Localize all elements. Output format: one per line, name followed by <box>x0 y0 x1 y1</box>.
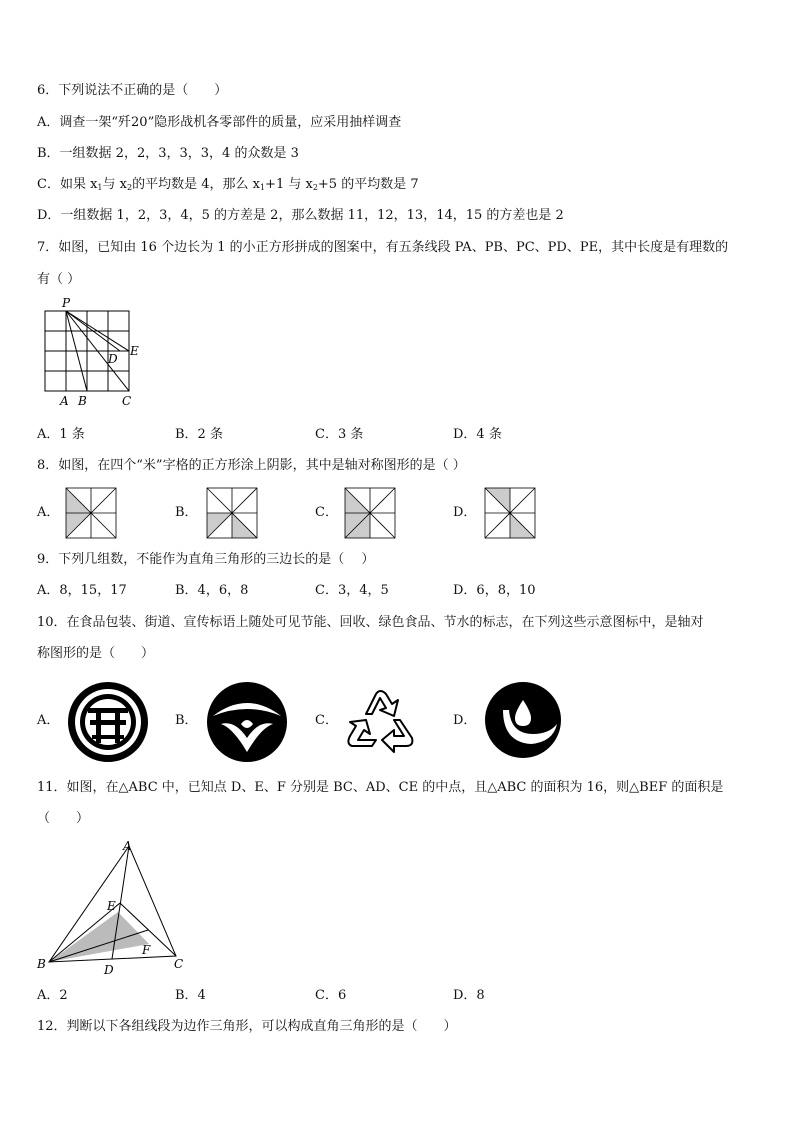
q7-label-c: C <box>122 394 132 408</box>
q10-option-d-label: D． <box>453 713 477 728</box>
q7-option-c: C．3 条 <box>315 427 364 442</box>
q11-label-e: E <box>107 899 116 913</box>
q11-label-a: A <box>123 839 132 853</box>
q10-option-a-energy-logo <box>66 680 150 764</box>
q10-option-b-label: B． <box>175 713 198 728</box>
q6-c-mid3: +1 与 x <box>265 177 313 192</box>
q8-option-d-label: D． <box>453 505 477 520</box>
q9-option-a: A．8，15，17 <box>37 583 127 598</box>
q11-stem-line1: 11．如图，在△ABC 中，已知点 D、E、F 分别是 BC、AD、CE 的中点，且△ABC 的面积为 16，则△BEF 的面积是 <box>37 780 724 795</box>
q10-option-c-label: C． <box>315 713 338 728</box>
q8-option-b-figure <box>207 488 257 538</box>
q9-option-b: B．4，6，8 <box>175 583 249 598</box>
q12-stem: 12．判断以下各组线段为边作三角形，可以构成直角三角形的是（ ） <box>37 1019 457 1034</box>
q8-option-a-figure <box>66 488 116 538</box>
q9-option-c: C．3，4，5 <box>315 583 389 598</box>
q7-label-a: A <box>60 394 69 408</box>
q7-grid-figure <box>40 293 140 411</box>
q8-option-c-label: C． <box>315 505 338 520</box>
q10-option-a-label: A． <box>37 713 60 728</box>
q11-label-c: C <box>174 957 184 971</box>
q8-option-b-label: B． <box>175 505 198 520</box>
q11-stem-line2: （ ） <box>37 811 90 826</box>
q10-option-b-green-food-logo <box>205 680 289 764</box>
q6-c-mid2: 的平均数是 4，那么 x <box>132 177 260 192</box>
q6-c-post: +5 的平均数是 7 <box>317 177 419 192</box>
q10-stem-line2: 称图形的是（ ） <box>37 646 155 661</box>
q10-option-c-recycle-logo <box>342 680 418 756</box>
q9-stem: 9．下列几组数，不能作为直角三角形的三边长的是（ ） <box>37 552 375 567</box>
q7-label-p: P <box>62 296 71 310</box>
q11-option-d: D．8 <box>453 988 485 1003</box>
q6-stem: 6．下列说法不正确的是（ ） <box>37 83 228 98</box>
q7-label-d: D <box>108 352 118 366</box>
q8-option-c-figure <box>345 488 395 538</box>
q6-option-c <box>37 177 419 196</box>
q6-c-mid1: 与 x <box>102 177 127 192</box>
q8-stem: 8．如图，在四个“米”字格的正方形涂上阴影，其中是轴对称图形的是（ ） <box>37 458 466 473</box>
q6-c-pre: C．如果 x <box>37 177 98 192</box>
q7-option-b: B．2 条 <box>175 427 223 442</box>
q7-option-a: A．1 条 <box>37 427 85 442</box>
q11-label-b: B <box>37 957 46 971</box>
q7-stem-line1: 7．如图，已知由 16 个边长为 1 的小正方形拼成的图案中，有五条线段 PA、PB、PC、PD、PE，其中长度是有理数的 <box>37 240 729 255</box>
q7-label-e: E <box>130 344 139 358</box>
q11-option-c: C．6 <box>315 988 347 1003</box>
q10-option-d-water-saving-logo <box>483 680 563 760</box>
q7-option-d: D．4 条 <box>453 427 502 442</box>
q6-option-a: A．调查一架“歼20”隐形战机各零部件的质量，应采用抽样调查 <box>37 115 402 130</box>
q11-option-b: B．4 <box>175 988 206 1003</box>
q11-label-d: D <box>104 963 114 977</box>
q10-stem-line1: 10．在食品包装、街道、宣传标语上随处可见节能、回收、绿色食品、节水的标志，在下列这些示意图标中，是轴对 <box>37 615 704 630</box>
q6-c-sub1a: 1 <box>97 183 103 192</box>
q11-triangle-figure <box>34 836 194 978</box>
q6-c-sub1b: 1 <box>259 183 266 192</box>
q7-label-b: B <box>78 394 87 408</box>
q7-stem-line2: 有（ ） <box>37 272 81 287</box>
q11-option-a: A．2 <box>37 988 68 1003</box>
q8-option-a-label: A． <box>37 505 60 520</box>
q6-option-b: B．一组数据 2，2，3，3，3，4 的众数是 3 <box>37 146 299 161</box>
q11-label-f: F <box>142 943 151 957</box>
q6-c-sub2a: 2 <box>126 183 133 192</box>
q8-option-d-figure <box>485 488 535 538</box>
q6-option-d: D．一组数据 1，2，3，4，5 的方差是 2，那么数据 11，12，13，14，15 的方差也是 2 <box>37 208 564 223</box>
q9-option-d: D．6，8，10 <box>453 583 536 598</box>
q6-c-sub2b: 2 <box>312 183 318 192</box>
